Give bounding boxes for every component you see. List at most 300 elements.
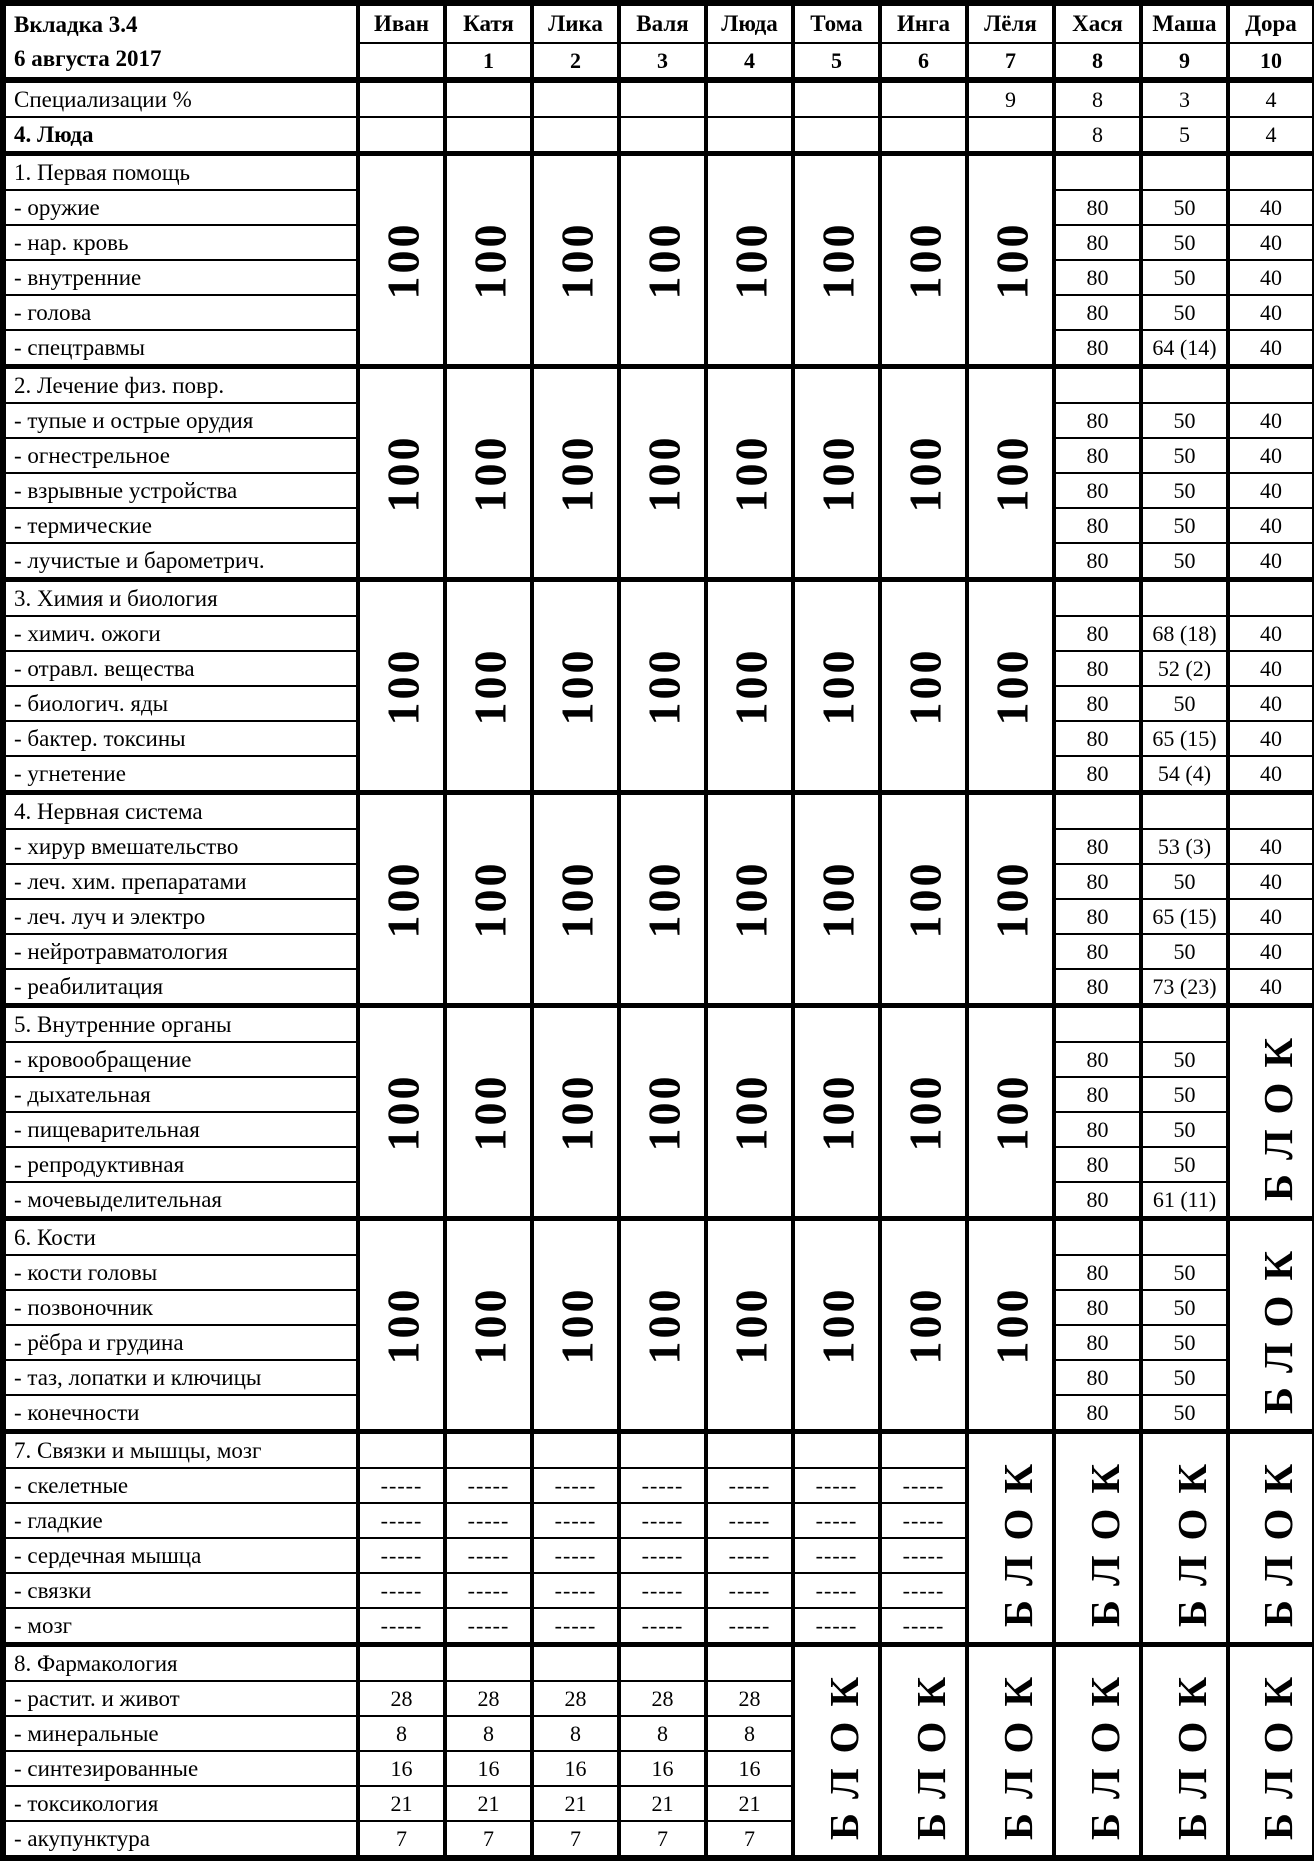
rotated-text-wrap xyxy=(534,1008,617,1216)
rotated-text-wrap xyxy=(534,582,617,790)
row-label: - позвоночник xyxy=(3,1290,358,1325)
spec-value-cell: 9 xyxy=(967,80,1054,117)
value-cell: 80 xyxy=(1054,1255,1141,1290)
value-cell: ----- xyxy=(532,1573,619,1608)
row-label: - внутренние xyxy=(3,260,358,295)
merged-100-cell xyxy=(532,367,619,580)
rotated-100-label: 100 xyxy=(725,1073,777,1151)
sheet-date: 6 августа 2017 xyxy=(14,45,162,71)
value-cell: 80 xyxy=(1054,1290,1141,1325)
rotated-blok-label: БЛОК xyxy=(1255,1661,1302,1841)
rotated-text-wrap xyxy=(882,1008,965,1216)
value-cell: 7 xyxy=(445,1821,532,1858)
rotated-100-label: 100 xyxy=(638,647,690,725)
value-cell: ----- xyxy=(880,1538,967,1573)
rotated-100-label: 100 xyxy=(812,1073,864,1151)
row-label: - голова xyxy=(3,295,358,330)
value-cell: ----- xyxy=(793,1608,880,1645)
column-number: 5 xyxy=(793,43,880,80)
merged-100-cell xyxy=(445,580,532,793)
rotated-text-wrap xyxy=(1230,1008,1312,1216)
value-cell: ----- xyxy=(880,1468,967,1503)
value-cell: ----- xyxy=(445,1538,532,1573)
value-cell: 50 xyxy=(1141,934,1228,969)
rotated-100-label: 100 xyxy=(464,1286,516,1364)
rotated-text-wrap xyxy=(621,369,704,577)
row-label: - биологич. яды xyxy=(3,686,358,721)
value-cell: 7 xyxy=(532,1821,619,1858)
rotated-100-label: 100 xyxy=(464,434,516,512)
merged-100-cell xyxy=(445,1006,532,1219)
empty-cell xyxy=(1054,793,1141,830)
rotated-100-label: 100 xyxy=(899,434,951,512)
rotated-100-label: 100 xyxy=(638,860,690,938)
rotated-text-wrap xyxy=(360,369,443,577)
rotated-text-wrap xyxy=(969,582,1052,790)
merged-100-cell xyxy=(793,367,880,580)
merged-100-cell xyxy=(532,1006,619,1219)
spec-value-cell: 8 xyxy=(1054,80,1141,117)
rotated-100-label: 100 xyxy=(899,860,951,938)
rotated-blok-label: БЛОК xyxy=(1255,1022,1302,1202)
empty-cell xyxy=(358,1432,445,1469)
empty-cell xyxy=(1054,580,1141,617)
rotated-text-wrap xyxy=(1230,1647,1312,1855)
value-cell: ----- xyxy=(619,1503,706,1538)
rotated-text-wrap xyxy=(447,582,530,790)
rotated-100-label: 100 xyxy=(986,647,1038,725)
rotated-blok-label: БЛОК xyxy=(908,1661,955,1841)
column-number: 8 xyxy=(1054,43,1141,80)
empty-cell xyxy=(880,1432,967,1469)
rotated-text-wrap xyxy=(621,582,704,790)
rotated-text-wrap xyxy=(360,1221,443,1429)
empty-cell xyxy=(1228,580,1314,617)
empty-cell xyxy=(445,1432,532,1469)
row-label: - термические xyxy=(3,508,358,543)
rotated-text-wrap xyxy=(360,582,443,790)
value-cell: 68 (18) xyxy=(1141,616,1228,651)
value-cell: ----- xyxy=(706,1503,793,1538)
table-body xyxy=(3,3,1314,1858)
rotated-text-wrap xyxy=(621,795,704,1003)
merged-100-cell xyxy=(619,580,706,793)
value-cell: 40 xyxy=(1228,756,1314,793)
value-cell: 28 xyxy=(445,1681,532,1716)
merged-100-cell xyxy=(445,793,532,1006)
empty-cell xyxy=(358,1645,445,1682)
value-cell: ----- xyxy=(619,1468,706,1503)
column-number: 1 xyxy=(445,43,532,80)
value-cell: 50 xyxy=(1141,543,1228,580)
value-cell: 40 xyxy=(1228,190,1314,225)
value-cell: 50 xyxy=(1141,1077,1228,1112)
empty-cell xyxy=(1228,154,1314,191)
value-cell: 80 xyxy=(1054,260,1141,295)
value-cell: 21 xyxy=(619,1786,706,1821)
value-cell: ----- xyxy=(532,1608,619,1645)
value-cell: ----- xyxy=(706,1468,793,1503)
empty-cell xyxy=(619,1645,706,1682)
value-cell: ----- xyxy=(880,1503,967,1538)
row-label: - нар. кровь xyxy=(3,225,358,260)
value-cell: 40 xyxy=(1228,473,1314,508)
value-cell: 40 xyxy=(1228,403,1314,438)
value-cell: 40 xyxy=(1228,438,1314,473)
rotated-100-label: 100 xyxy=(464,860,516,938)
value-cell: 8 xyxy=(706,1716,793,1751)
sheet-title: Вкладка 3.4 xyxy=(14,11,138,37)
value-cell: 40 xyxy=(1228,295,1314,330)
rotated-blok-label: БЛОК xyxy=(1082,1661,1129,1841)
value-cell: 7 xyxy=(619,1821,706,1858)
merged-100-cell xyxy=(967,580,1054,793)
value-cell: ----- xyxy=(358,1608,445,1645)
value-cell: 80 xyxy=(1054,1182,1141,1219)
rotated-text-wrap xyxy=(534,156,617,364)
rotated-text-wrap xyxy=(621,1221,704,1429)
rotated-text-wrap xyxy=(447,369,530,577)
section-header: 5. Внутренние органы xyxy=(3,1006,358,1043)
row-label: - репродуктивная xyxy=(3,1147,358,1182)
value-cell: 40 xyxy=(1228,616,1314,651)
value-cell: 54 (4) xyxy=(1141,756,1228,793)
value-cell: 28 xyxy=(358,1681,445,1716)
merged-100-cell xyxy=(619,793,706,1006)
rotated-text-wrap xyxy=(360,156,443,364)
rotated-100-label: 100 xyxy=(551,221,603,299)
column-header: Лика xyxy=(532,3,619,43)
row-label: - угнетение xyxy=(3,756,358,793)
value-cell: 80 xyxy=(1054,473,1141,508)
value-cell: 65 (15) xyxy=(1141,899,1228,934)
rotated-100-label: 100 xyxy=(377,1073,429,1151)
rotated-100-label: 100 xyxy=(986,434,1038,512)
merged-100-cell xyxy=(358,1219,445,1432)
column-number xyxy=(358,43,445,80)
value-cell: 40 xyxy=(1228,899,1314,934)
value-cell: 80 xyxy=(1054,651,1141,686)
row-label: - оружие xyxy=(3,190,358,225)
row-label: - взрывные устройства xyxy=(3,473,358,508)
value-cell: 80 xyxy=(1054,508,1141,543)
column-number: 2 xyxy=(532,43,619,80)
spec-value-cell xyxy=(445,80,532,117)
empty-cell xyxy=(1054,1219,1141,1256)
rotated-text-wrap xyxy=(708,1221,791,1429)
value-cell: ----- xyxy=(619,1573,706,1608)
spec-value-cell xyxy=(880,80,967,117)
empty-cell xyxy=(1141,1006,1228,1043)
value-cell: ----- xyxy=(445,1608,532,1645)
value-cell: 53 (3) xyxy=(1141,829,1228,864)
merged-100-cell xyxy=(880,1006,967,1219)
value-cell: 16 xyxy=(358,1751,445,1786)
empty-cell xyxy=(445,1645,532,1682)
merged-100-cell xyxy=(706,154,793,367)
rotated-text-wrap xyxy=(882,1221,965,1429)
rotated-100-label: 100 xyxy=(986,1286,1038,1364)
rotated-blok-label: БЛОК xyxy=(995,1661,1042,1841)
merged-blok-cell xyxy=(967,1432,1054,1645)
merged-blok-cell xyxy=(880,1645,967,1859)
merged-100-cell xyxy=(967,1219,1054,1432)
rotated-100-label: 100 xyxy=(551,434,603,512)
rotated-100-label: 100 xyxy=(725,434,777,512)
empty-cell xyxy=(1054,367,1141,404)
merged-100-cell xyxy=(532,154,619,367)
value-cell: 50 xyxy=(1141,473,1228,508)
value-cell: 50 xyxy=(1141,438,1228,473)
value-cell: ----- xyxy=(619,1608,706,1645)
rotated-text-wrap xyxy=(621,1008,704,1216)
rotated-text-wrap xyxy=(969,156,1052,364)
column-header: Валя xyxy=(619,3,706,43)
value-cell: ----- xyxy=(532,1538,619,1573)
value-cell: 61 (11) xyxy=(1141,1182,1228,1219)
row-label: - гладкие xyxy=(3,1503,358,1538)
rotated-100-label: 100 xyxy=(725,860,777,938)
value-cell: 40 xyxy=(1228,260,1314,295)
value-cell: 80 xyxy=(1054,899,1141,934)
column-number: 10 xyxy=(1228,43,1314,80)
column-header: Маша xyxy=(1141,3,1228,43)
merged-blok-cell xyxy=(1228,1006,1314,1219)
merged-100-cell xyxy=(619,367,706,580)
column-number: 9 xyxy=(1141,43,1228,80)
rotated-100-label: 100 xyxy=(899,221,951,299)
value-cell: 28 xyxy=(532,1681,619,1716)
rotated-text-wrap xyxy=(969,795,1052,1003)
merged-blok-cell xyxy=(1141,1645,1228,1859)
lyuda-value-cell xyxy=(967,117,1054,154)
value-cell: 8 xyxy=(358,1716,445,1751)
spec-row-label: Специализации % xyxy=(3,80,358,117)
merged-blok-cell xyxy=(967,1645,1054,1859)
spec-value-cell: 4 xyxy=(1228,80,1314,117)
rotated-100-label: 100 xyxy=(377,860,429,938)
rotated-blok-label: БЛОК xyxy=(995,1448,1042,1628)
value-cell: 80 xyxy=(1054,1325,1141,1360)
value-cell: 52 (2) xyxy=(1141,651,1228,686)
value-cell: 50 xyxy=(1141,295,1228,330)
value-cell: 40 xyxy=(1228,829,1314,864)
value-cell: 80 xyxy=(1054,225,1141,260)
value-cell: 80 xyxy=(1054,295,1141,330)
row-label: - спецтравмы xyxy=(3,330,358,367)
spec-value-cell xyxy=(793,80,880,117)
column-number: 3 xyxy=(619,43,706,80)
merged-100-cell xyxy=(706,793,793,1006)
rotated-text-wrap xyxy=(969,369,1052,577)
value-cell: 16 xyxy=(619,1751,706,1786)
merged-100-cell xyxy=(967,793,1054,1006)
rotated-blok-label: БЛОК xyxy=(1082,1448,1129,1628)
section-header: 3. Химия и биология xyxy=(3,580,358,617)
rotated-text-wrap xyxy=(969,1434,1052,1642)
merged-blok-cell xyxy=(793,1645,880,1859)
rotated-100-label: 100 xyxy=(812,647,864,725)
value-cell: 50 xyxy=(1141,1255,1228,1290)
value-cell: 40 xyxy=(1228,721,1314,756)
empty-cell xyxy=(793,1432,880,1469)
rotated-100-label: 100 xyxy=(551,860,603,938)
rotated-100-label: 100 xyxy=(725,221,777,299)
rotated-blok-label: БЛОК xyxy=(1255,1235,1302,1415)
column-header: Хася xyxy=(1054,3,1141,43)
section-header: 2. Лечение физ. повр. xyxy=(3,367,358,404)
rotated-text-wrap xyxy=(708,156,791,364)
value-cell: ----- xyxy=(793,1503,880,1538)
section-header: 4. Нервная система xyxy=(3,793,358,830)
rotated-100-label: 100 xyxy=(638,1073,690,1151)
value-cell: 40 xyxy=(1228,651,1314,686)
rotated-text-wrap xyxy=(360,795,443,1003)
row-label: - химич. ожоги xyxy=(3,616,358,651)
spec-value-cell xyxy=(532,80,619,117)
value-cell: ----- xyxy=(358,1538,445,1573)
value-cell: 50 xyxy=(1141,1325,1228,1360)
column-header: Катя xyxy=(445,3,532,43)
row-label: - связки xyxy=(3,1573,358,1608)
rotated-blok-label: БЛОК xyxy=(1255,1448,1302,1628)
value-cell: ----- xyxy=(880,1573,967,1608)
merged-100-cell xyxy=(706,1006,793,1219)
lyuda-value-cell xyxy=(706,117,793,154)
rotated-text-wrap xyxy=(708,1008,791,1216)
value-cell: 40 xyxy=(1228,864,1314,899)
value-cell: ----- xyxy=(532,1503,619,1538)
merged-100-cell xyxy=(619,1219,706,1432)
rotated-100-label: 100 xyxy=(377,221,429,299)
merged-100-cell xyxy=(967,367,1054,580)
spec-value-cell xyxy=(619,80,706,117)
section-header: 7. Связки и мышцы, мозг xyxy=(3,1432,358,1469)
value-cell: ----- xyxy=(793,1468,880,1503)
rotated-text-wrap xyxy=(534,1221,617,1429)
rotated-text-wrap xyxy=(708,582,791,790)
section-header: 8. Фармакология xyxy=(3,1645,358,1682)
empty-cell xyxy=(619,1432,706,1469)
value-cell: ----- xyxy=(619,1538,706,1573)
value-cell: 8 xyxy=(532,1716,619,1751)
value-cell: ----- xyxy=(445,1468,532,1503)
rotated-text-wrap xyxy=(795,156,878,364)
value-cell: 50 xyxy=(1141,1112,1228,1147)
row-label: - тупые и острые орудия xyxy=(3,403,358,438)
merged-100-cell xyxy=(358,793,445,1006)
rotated-text-wrap xyxy=(708,795,791,1003)
row-label: - акупунктура xyxy=(3,1821,358,1858)
value-cell: 50 xyxy=(1141,225,1228,260)
merged-blok-cell xyxy=(1054,1432,1141,1645)
rotated-text-wrap xyxy=(1230,1434,1312,1642)
rotated-text-wrap xyxy=(447,1221,530,1429)
value-cell: 80 xyxy=(1054,1042,1141,1077)
rotated-100-label: 100 xyxy=(638,434,690,512)
row-label: - леч. луч и электро xyxy=(3,899,358,934)
rotated-text-wrap xyxy=(882,582,965,790)
empty-cell xyxy=(706,1432,793,1469)
value-cell: 28 xyxy=(706,1681,793,1716)
merged-100-cell xyxy=(358,1006,445,1219)
value-cell: 8 xyxy=(445,1716,532,1751)
rotated-100-label: 100 xyxy=(551,647,603,725)
merged-100-cell xyxy=(445,367,532,580)
rotated-100-label: 100 xyxy=(551,1286,603,1364)
value-cell: 80 xyxy=(1054,330,1141,367)
value-cell: 50 xyxy=(1141,1290,1228,1325)
row-label: - мочевыделительная xyxy=(3,1182,358,1219)
merged-100-cell xyxy=(619,1006,706,1219)
merged-100-cell xyxy=(532,580,619,793)
column-header: Лёля xyxy=(967,3,1054,43)
merged-blok-cell xyxy=(1228,1432,1314,1645)
value-cell: ----- xyxy=(793,1538,880,1573)
row-label: - синтезированные xyxy=(3,1751,358,1786)
value-cell: 7 xyxy=(358,1821,445,1858)
column-header: Люда xyxy=(706,3,793,43)
column-header: Иван xyxy=(358,3,445,43)
rotated-100-label: 100 xyxy=(377,434,429,512)
rotated-blok-label: БЛОК xyxy=(1169,1448,1216,1628)
rotated-text-wrap xyxy=(969,1221,1052,1429)
value-cell: ----- xyxy=(358,1573,445,1608)
rotated-text-wrap xyxy=(1143,1434,1226,1642)
lyuda-value-cell xyxy=(880,117,967,154)
section-header: 6. Кости xyxy=(3,1219,358,1256)
row-label: - реабилитация xyxy=(3,969,358,1006)
merged-100-cell xyxy=(706,367,793,580)
row-label: - нейротравматология xyxy=(3,934,358,969)
value-cell: 40 xyxy=(1228,330,1314,367)
merged-100-cell xyxy=(793,1219,880,1432)
value-cell: 50 xyxy=(1141,1360,1228,1395)
value-cell: 50 xyxy=(1141,864,1228,899)
row-label: - мозг xyxy=(3,1608,358,1645)
merged-100-cell xyxy=(445,154,532,367)
rotated-text-wrap xyxy=(969,1008,1052,1216)
rotated-text-wrap xyxy=(969,1647,1052,1855)
rotated-100-label: 100 xyxy=(377,1286,429,1364)
merged-100-cell xyxy=(358,154,445,367)
empty-cell xyxy=(1228,367,1314,404)
value-cell: 80 xyxy=(1054,721,1141,756)
value-cell: 80 xyxy=(1054,1112,1141,1147)
row-label: - пищеварительная xyxy=(3,1112,358,1147)
spec-value-cell xyxy=(358,80,445,117)
value-cell: 80 xyxy=(1054,1147,1141,1182)
merged-100-cell xyxy=(706,580,793,793)
merged-100-cell xyxy=(880,367,967,580)
value-cell: ----- xyxy=(793,1573,880,1608)
merged-100-cell xyxy=(706,1219,793,1432)
row-label: - лучистые и барометрич. xyxy=(3,543,358,580)
empty-cell xyxy=(706,1645,793,1682)
empty-cell xyxy=(1054,154,1141,191)
value-cell: 40 xyxy=(1228,508,1314,543)
row-label: - растит. и живот xyxy=(3,1681,358,1716)
column-number: 7 xyxy=(967,43,1054,80)
row-label: - минеральные xyxy=(3,1716,358,1751)
value-cell: ----- xyxy=(880,1608,967,1645)
rotated-text-wrap xyxy=(447,156,530,364)
rotated-text-wrap xyxy=(882,795,965,1003)
lyuda-value-cell xyxy=(358,117,445,154)
row-label: - огнестрельное xyxy=(3,438,358,473)
rotated-blok-label: БЛОК xyxy=(1169,1661,1216,1841)
rotated-text-wrap xyxy=(882,156,965,364)
